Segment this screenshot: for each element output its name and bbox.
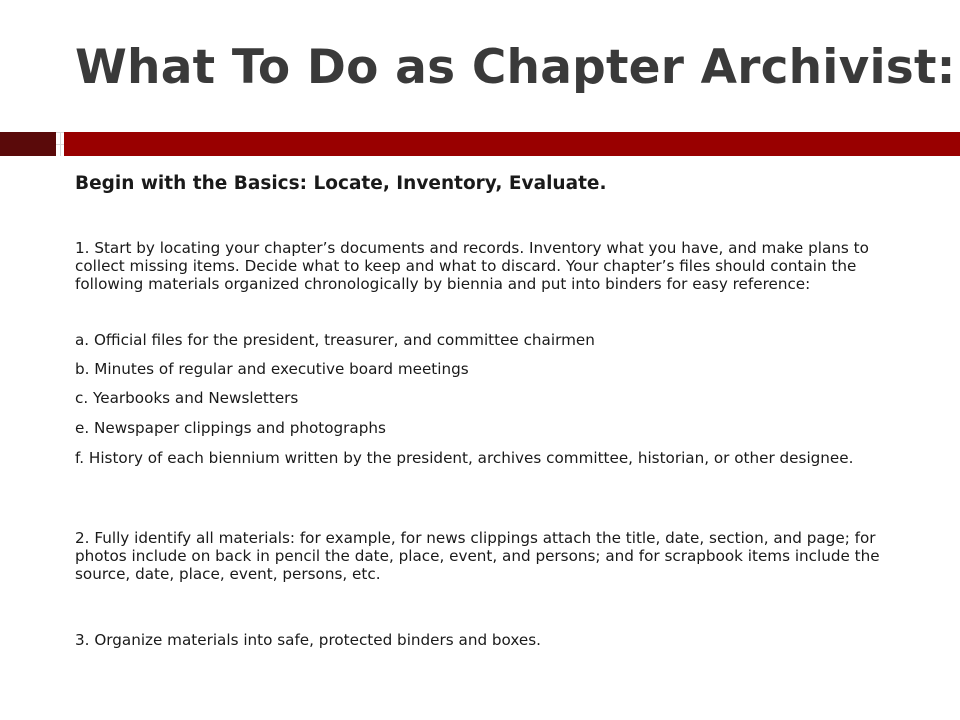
- list-item-official-files: a. Official files for the president, treasurer, and committee chairmen: [75, 331, 595, 349]
- slide-title: What To Do as Chapter Archivist:: [75, 40, 956, 95]
- list-item-newspaper-clippings: e. Newspaper clippings and photographs: [75, 419, 386, 437]
- slide-content: [0, 156, 960, 720]
- title-area: [0, 0, 960, 132]
- step-2-paragraph: 2. Fully identify all materials: for example, for news clippings attach the title, date, section, and page; for photos include on back in pencil the date, place, event, and persons; and for scrapbook items include the source, date, place, event, persons, etc.: [75, 529, 880, 583]
- step-1-paragraph: 1. Start by locating your chapter’s documents and records. Inventory what you have, and make plans to collect missing items. Decide what to keep and what to discard. Your chapter’s files should contain the following materials organized chronologically by biennia and put into binders for easy reference:: [75, 239, 869, 293]
- step-3-paragraph: 3. Organize materials into safe, protected binders and boxes.: [75, 631, 541, 649]
- section-heading: Begin with the Basics: Locate, Inventory, Evaluate.: [75, 173, 607, 194]
- list-item-history: f. History of each biennium written by the president, archives committee, historian, or other designee.: [75, 449, 854, 467]
- title-bar-dark-segment: [0, 132, 56, 156]
- title-bar-accent: [64, 132, 960, 156]
- list-item-yearbooks: c. Yearbooks and Newsletters: [75, 389, 299, 407]
- list-item-minutes: b. Minutes of regular and executive board meetings: [75, 360, 469, 378]
